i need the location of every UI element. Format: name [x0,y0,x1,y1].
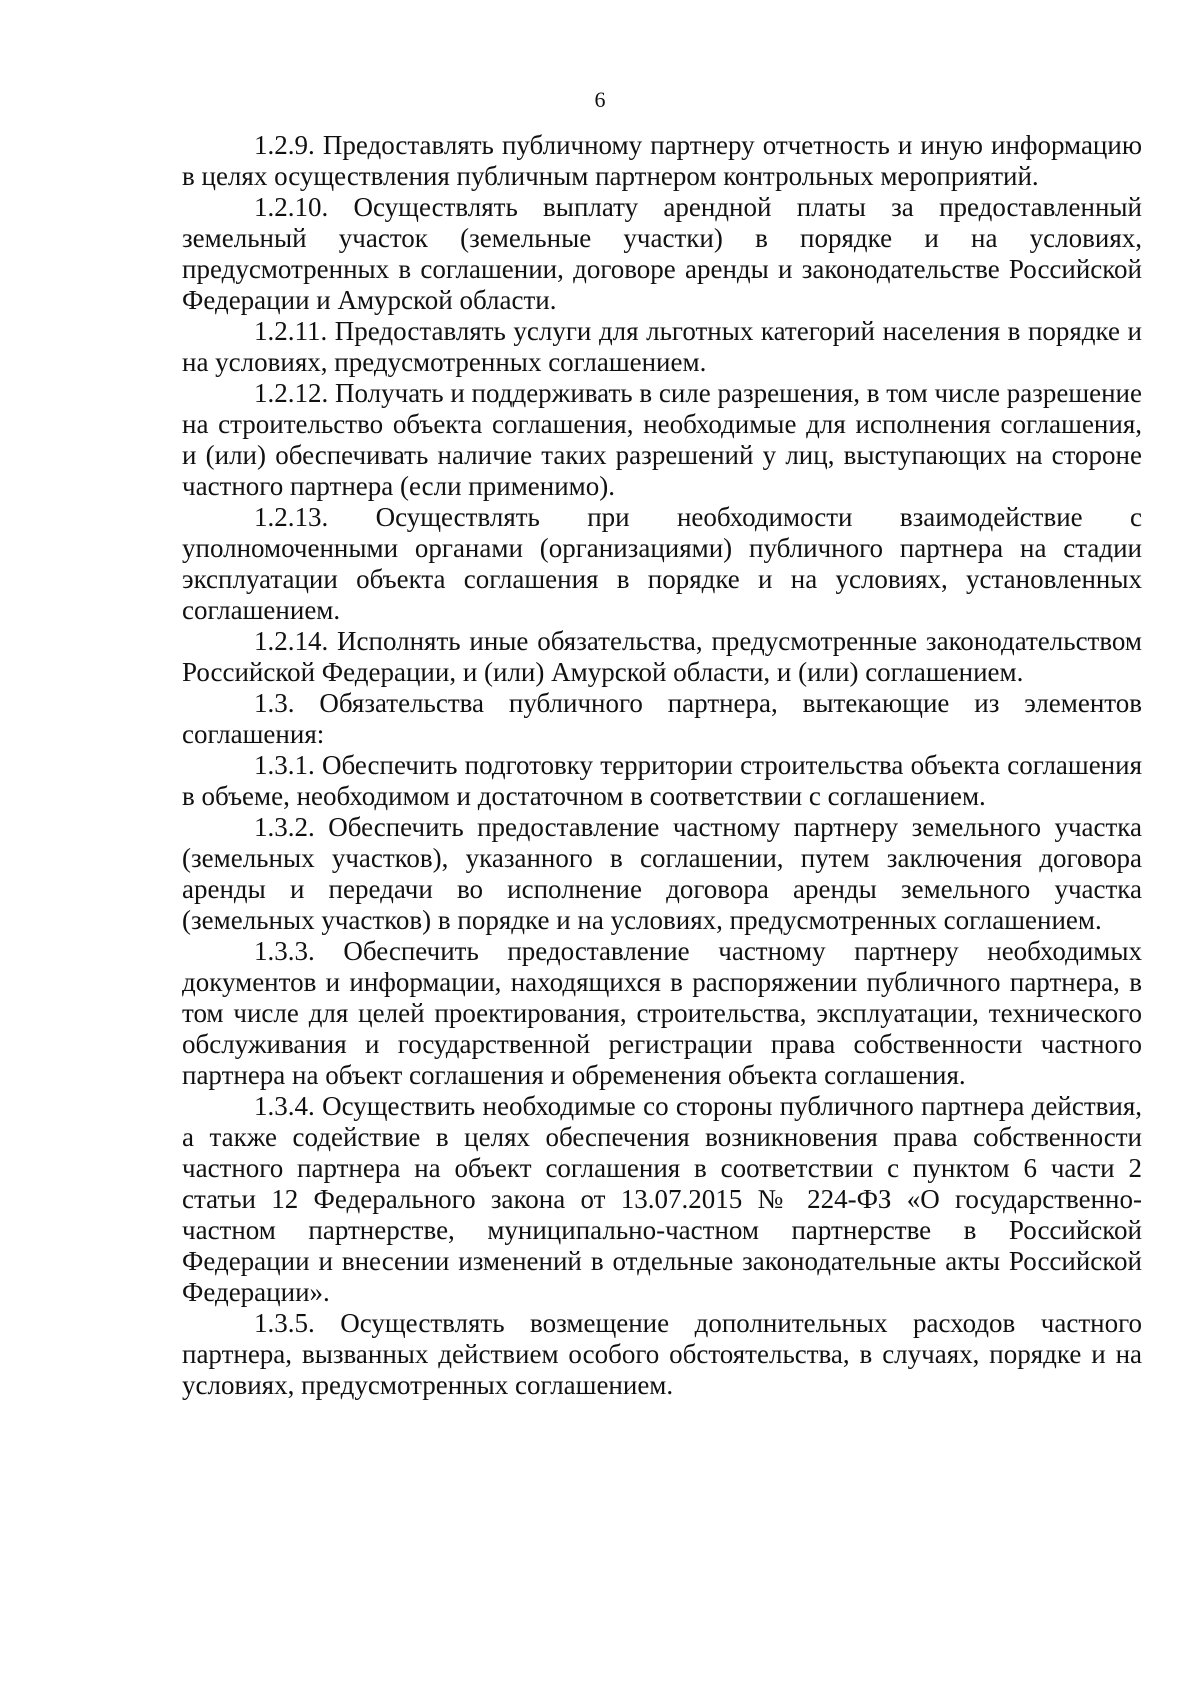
paragraph-1-2-9: 1.2.9. Предоставлять публичному партнеру отчетность и иную информацию в целях осуществления публичным партнером контрольных мероприятий. [182,130,1142,191]
paragraph-1-3-3: 1.3.3. Обеспечить предоставление частному партнеру необходимых документов и информации, находящихся в распоряжении публичного партнера, в том числе для целей проектирования, строительства, эксплуатации, технического обслуживания и государственной регистрации права собственности частного партнера на объект соглашения и обременения объекта соглашения. [182,936,1142,1090]
paragraph-1-3-1: 1.3.1. Обеспечить подготовку территории строительства объекта соглашения в объеме, необходимом и достаточном в соответствии с соглашением. [182,750,1142,811]
paragraph-1-2-11: 1.2.11. Предоставлять услуги для льготных категорий населения в порядке и на условиях, предусмотренных соглашением. [182,316,1142,377]
paragraph-1-3-2: 1.3.2. Обеспечить предоставление частному партнеру земельного участка (земельных участков), указанного в соглашении, путем заключения договора аренды и передачи во исполнение договора аренды земельного участка (земельных участков) в порядке и на условиях, предусмотренных соглашением. [182,812,1142,935]
paragraph-1-3: 1.3. Обязательства публичного партнера, вытекающие из элементов соглашения: [182,688,1142,749]
paragraph-1-2-12: 1.2.12. Получать и поддерживать в силе разрешения, в том числе разрешение на строительство объекта соглашения, необходимые для исполнения соглашения, и (или) обеспечивать наличие таких разрешений у лиц, выступающих на стороне частного партнера (если применимо). [182,378,1142,501]
paragraph-1-3-4: 1.3.4. Осуществить необходимые со стороны публичного партнера действия, а также содействие в целях обеспечения возникновения права собственности частного партнера на объект соглашения в соответствии с пунктом 6 части 2 статьи 12 Федерального закона от 13.07.2015 № 224-ФЗ «О государственно-частном партнерстве, муниципально-частном партнерстве в Российской Федерации и внесении изменений в отдельные законодательные акты Российской Федерации». [182,1091,1142,1307]
paragraph-1-2-13: 1.2.13. Осуществлять при необходимости взаимодействие с уполномоченными органами (организациями) публичного партнера на стадии эксплуатации объекта соглашения в порядке и на условиях, установленных соглашением. [182,502,1142,625]
page-number: 6 [594,87,606,112]
paragraph-1-2-10: 1.2.10. Осуществлять выплату арендной платы за предоставленный земельный участок (земельные участки) в порядке и на условиях, предусмотренных в соглашении, договоре аренды и законодательстве Российской Федерации и Амурской области. [182,192,1142,315]
paragraph-1-3-5: 1.3.5. Осуществлять возмещение дополнительных расходов частного партнера, вызванных действием особого обстоятельства, в случаях, порядке и на условиях, предусмотренных соглашением. [182,1308,1142,1400]
paragraph-1-2-14: 1.2.14. Исполнять иные обязательства, предусмотренные законодательством Российской Федерации, и (или) Амурской области, и (или) соглашением. [182,626,1142,687]
document-body [182,130,1142,1401]
